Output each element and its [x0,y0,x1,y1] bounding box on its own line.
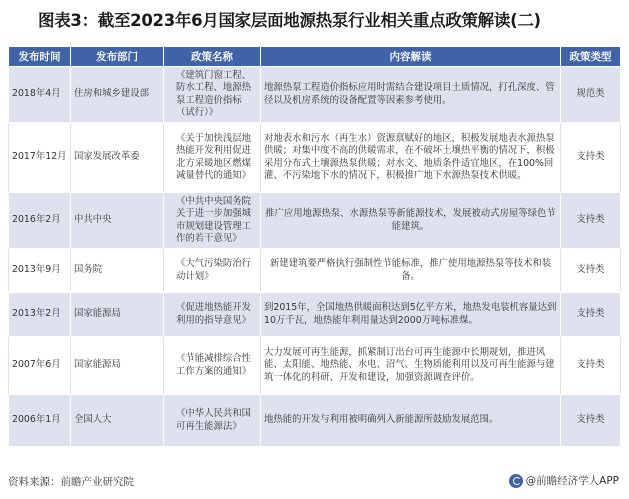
cell-time: 2016年2月 [9,193,71,249]
cell-dept: 国家能源局 [71,293,164,337]
cell-dept: 国家发展改革委 [71,123,164,193]
cell-time: 2007年6月 [9,337,71,395]
cell-content: 到2015年，全国地热供暖面积达到5亿平方米，地热发电装机容量达到10万千瓦，地热能年利用量达到2000万吨标准煤。 [261,293,561,337]
cell-type: 规范类 [561,67,621,123]
cell-name: 《中华人民共和国可再生能源法》 [164,395,261,447]
cell-content: 大力发展可再生能源，抓紧制订出台可再生能源中长期规划，推进风能、太阳能、地热能、水电、沼气、生物质能利用以及可再生能源与建筑一体化的科研、开发和建设，加强资源调查评价。 [261,337,561,395]
header-type: 政策类型 [561,47,621,67]
cell-content: 地源热泵工程造价指标应用时需结合建设项目土质情况，打孔深度、管径以及机房系统的设备配置等因素参考使用。 [261,67,561,123]
source-note: 资料来源：前瞻产业研究院 [8,476,134,488]
cell-time: 2018年4月 [9,67,71,123]
table-row [9,67,621,123]
cell-dept: 中共中央 [71,193,164,249]
policy-table [8,46,621,447]
cell-dept: 国务院 [71,249,164,293]
table-row [9,193,621,249]
cell-content: 地热能的开发与利用被明确列入新能源所鼓励发展范围。 [261,395,561,447]
cell-time: 2006年1月 [9,395,71,447]
header-time: 发布时间 [9,47,71,67]
cell-type: 支持类 [561,293,621,337]
brand-credit [509,473,619,488]
cell-name: 《大气污染防治行动计划》 [164,249,261,293]
cell-name: 《节能减排综合性工作方案的通知》 [164,337,261,395]
cell-name: 《促进地热能开发利用的指导意见》 [164,293,261,337]
cell-type: 支持类 [561,193,621,249]
cell-dept: 住房和城乡建设部 [71,67,164,123]
cell-type: 支持类 [561,123,621,193]
header-content: 内容解读 [261,47,561,67]
table-row [9,249,621,293]
table-row [9,337,621,395]
table-header-row [9,47,621,67]
cell-content: 推广应用地源热泵、水源热泵等新能源技术，发展被动式房屋等绿色节能建筑。 [261,193,561,249]
cell-content: 新建建筑要严格执行强制性节能标准，推广使用地源热泵等技术和装备。 [261,249,561,293]
cell-content: 对地表水和污水（再生水）资源禀赋好的地区，积极发展地表水源热泵供暖；对集中度不高的供暖需求，在不破坏土壤热平衡的情况下，积极采用分布式土壤源热泵供暖；对水文、地质条件适宜地区，在100%回灌、不污染地下水的情况下，积极推广地下水源热泵技术供暖。 [261,123,561,193]
chart-title: 图表3：截至2023年6月国家层面地源热泵行业相关重点政策解读(二) [38,11,541,30]
header-name: 政策名称 [164,47,261,67]
brand-logo-icon [509,474,523,488]
table-row [9,293,621,337]
cell-name: 《中共中央国务院关于进一步加强城市规划建设管理工作的若干意见》 [164,193,261,249]
cell-time: 2017年12月 [9,123,71,193]
cell-type: 支持类 [561,395,621,447]
cell-dept: 全国人大 [71,395,164,447]
header-dept: 发布部门 [71,47,164,67]
cell-name: 《建筑门窗工程、防水工程、地源热泵工程造价指标（试行）》 [164,67,261,123]
cell-time: 2013年9月 [9,249,71,293]
cell-name: 《关于加快浅层地热能开发利用促进北方采暖地区燃煤减量替代的通知》 [164,123,261,193]
cell-type: 支持类 [561,249,621,293]
brand-label: @前瞻经济学人APP [525,475,619,487]
cell-time: 2013年2月 [9,293,71,337]
table-row [9,395,621,447]
cell-dept: 国家能源局 [71,337,164,395]
table-row [9,123,621,193]
cell-type: 支持类 [561,337,621,395]
